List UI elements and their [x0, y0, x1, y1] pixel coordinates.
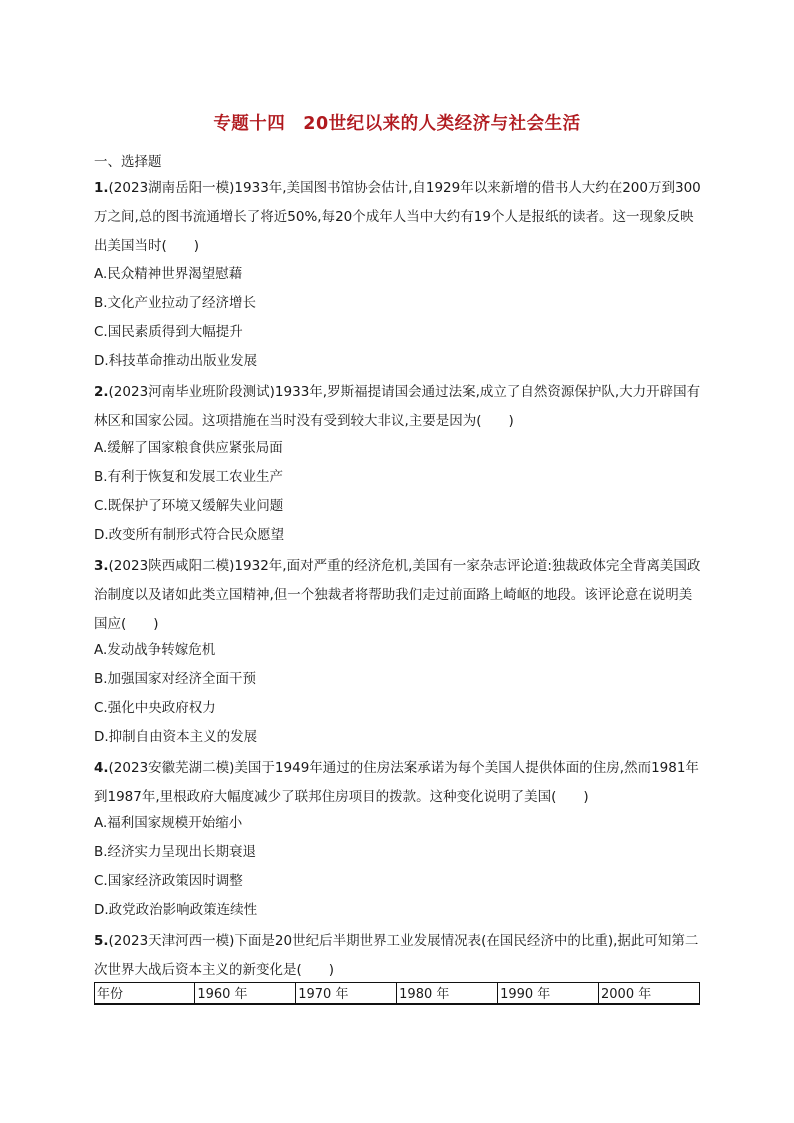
- table-header-cell: 年份: [95, 983, 195, 1005]
- option-d: D.科技革命推动出版业发展: [94, 353, 258, 369]
- section-heading: 一、选择题: [94, 154, 162, 170]
- question-5: [94, 927, 704, 985]
- option-c: C.既保护了环境又缓解失业问题: [94, 498, 284, 514]
- option-d: D.政党政治影响政策连续性: [94, 902, 258, 918]
- option-b: B.有利于恢复和发展工农业生产: [94, 469, 284, 485]
- option-a: A.福利国家规模开始缩小: [94, 815, 243, 831]
- option-b: B.加强国家对经济全面干预: [94, 671, 257, 687]
- option-a: A.缓解了国家粮食供应紧张局面: [94, 440, 283, 456]
- question-number: 3.: [94, 558, 109, 574]
- question-stem: (2023安徽芜湖二模)美国于1949年通过的住房法案承诺为每个美国人提供体面的住房,然而1981年到1987年,里根政府大幅度减少了联邦住房项目的拨款。这种变化说明了美国( ): [94, 760, 699, 805]
- question-stem: (2023湖南岳阳一模)1933年,美国图书馆协会估计,自1929年以来新增的借书人大约在200万到300万之间,总的图书流通增长了将近50%,每20个成年人当中大约有19个人是报纸的读者。这一现象反映出美国当时( ): [94, 180, 701, 254]
- table-header-cell: 1980 年: [397, 983, 498, 1005]
- option-b: B.经济实力呈现出长期衰退: [94, 844, 257, 860]
- page-title: 专题十四 20世纪以来的人类经济与社会生活: [213, 114, 581, 134]
- question-1: [94, 174, 704, 261]
- table-header-row: [95, 983, 700, 1005]
- industry-table: [94, 982, 700, 1005]
- option-c: C.国家经济政策因时调整: [94, 873, 243, 889]
- table-header-cell: 2000 年: [599, 983, 700, 1005]
- table-header-cell: 1960 年: [195, 983, 296, 1005]
- question-2: [94, 378, 704, 436]
- table-header-cell: 1970 年: [296, 983, 397, 1005]
- option-c: C.国民素质得到大幅提升: [94, 324, 243, 340]
- question-3: [94, 552, 704, 639]
- question-stem: (2023陕西咸阳二模)1932年,面对严重的经济危机,美国有一家杂志评论道:独裁政体完全背离美国政治制度以及诸如此类立国精神,但一个独裁者将帮助我们走过前面路上崎岖的地段。该评论意在说明美国应( ): [94, 558, 701, 632]
- question-stem: (2023天津河西一模)下面是20世纪后半期世界工业发展情况表(在国民经济中的比重),据此可知第二次世界大战后资本主义的新变化是( ): [94, 933, 699, 978]
- question-number: 4.: [94, 760, 109, 776]
- table-header-cell: 1990 年: [498, 983, 599, 1005]
- question-4: [94, 754, 704, 812]
- option-c: C.强化中央政府权力: [94, 700, 216, 716]
- question-number: 2.: [94, 384, 109, 400]
- question-number: 5.: [94, 933, 109, 949]
- question-number: 1.: [94, 180, 109, 196]
- option-d: D.改变所有制形式符合民众愿望: [94, 527, 285, 543]
- option-b: B.文化产业拉动了经济增长: [94, 295, 257, 311]
- option-a: A.民众精神世界渴望慰藉: [94, 266, 243, 282]
- question-stem: (2023河南毕业班阶段测试)1933年,罗斯福提请国会通过法案,成立了自然资源保护队,大力开辟国有林区和国家公园。这项措施在当时没有受到较大非议,主要是因为( ): [94, 384, 701, 429]
- option-d: D.抑制自由资本主义的发展: [94, 729, 258, 745]
- option-a: A.发动战争转嫁危机: [94, 642, 216, 658]
